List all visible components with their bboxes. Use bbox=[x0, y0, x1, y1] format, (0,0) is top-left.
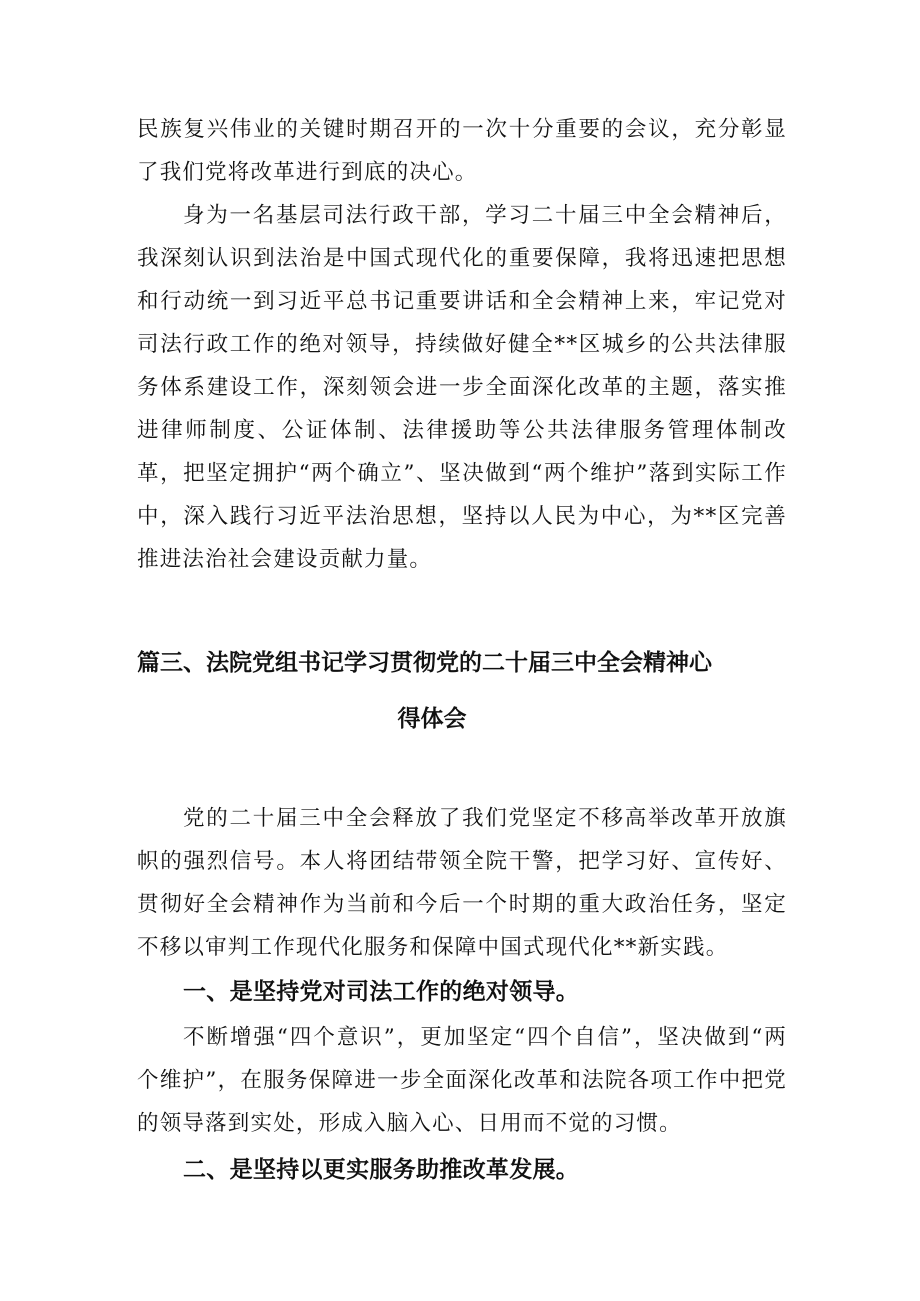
section-title-line2: 得体会 bbox=[397, 706, 467, 732]
heading-point-two: 二、是坚持以更实服务助推改革发展。 bbox=[183, 1157, 580, 1183]
heading-point-one: 一、是坚持党对司法工作的绝对领导。 bbox=[183, 979, 580, 1005]
paragraph-point-one: 不断增强“四个意识”，更加坚定“四个自信”，坚决做到“两个维护”，在服务保障进一步全面深化改革和法院各项工作中把党的领导落到实处，形成入脑入心、日用而不觉的习惯。 bbox=[137, 1025, 787, 1136]
paragraph-judicial-admin: 身为一名基层司法行政干部，学习二十届三中全会精神后，我深刻认识到法治是中国式现代化的重要保障，我将迅速把思想和行动统一到习近平总书记重要讲话和全会精神上来，牢记党对司法行政工作的绝对领导，持续做好健全**区城乡的公共法律服务体系建设工作，深刻领会进一步全面深化改革的主题，落实推进律师制度、公证体制、法律援助等公共法律服务管理体制改革，把坚定拥护“两个确立”、坚决做到“两个维护”落到实际工作中，深入践行习近平法治思想，坚持以人民为中心，为**区完善推进法治社会建设贡献力量。 bbox=[137, 203, 787, 572]
paragraph-plenum-signal: 党的二十届三中全会释放了我们党坚定不移高举改革开放旗帜的强烈信号。本人将团结带领全院干警，把学习好、宣传好、贯彻好全会精神作为当前和今后一个时期的重大政治任务，坚定不移以审判工作现代化服务和保障中国式现代化**新实践。 bbox=[137, 806, 787, 960]
paragraph-intro-continued: 民族复兴伟业的关键时期召开的一次十分重要的会议，充分彰显了我们党将改革进行到底的决心。 bbox=[137, 117, 787, 185]
section-title-line1: 篇三、法院党组书记学习贯彻党的二十届三中全会精神心 bbox=[137, 650, 712, 676]
section-title bbox=[137, 635, 787, 747]
